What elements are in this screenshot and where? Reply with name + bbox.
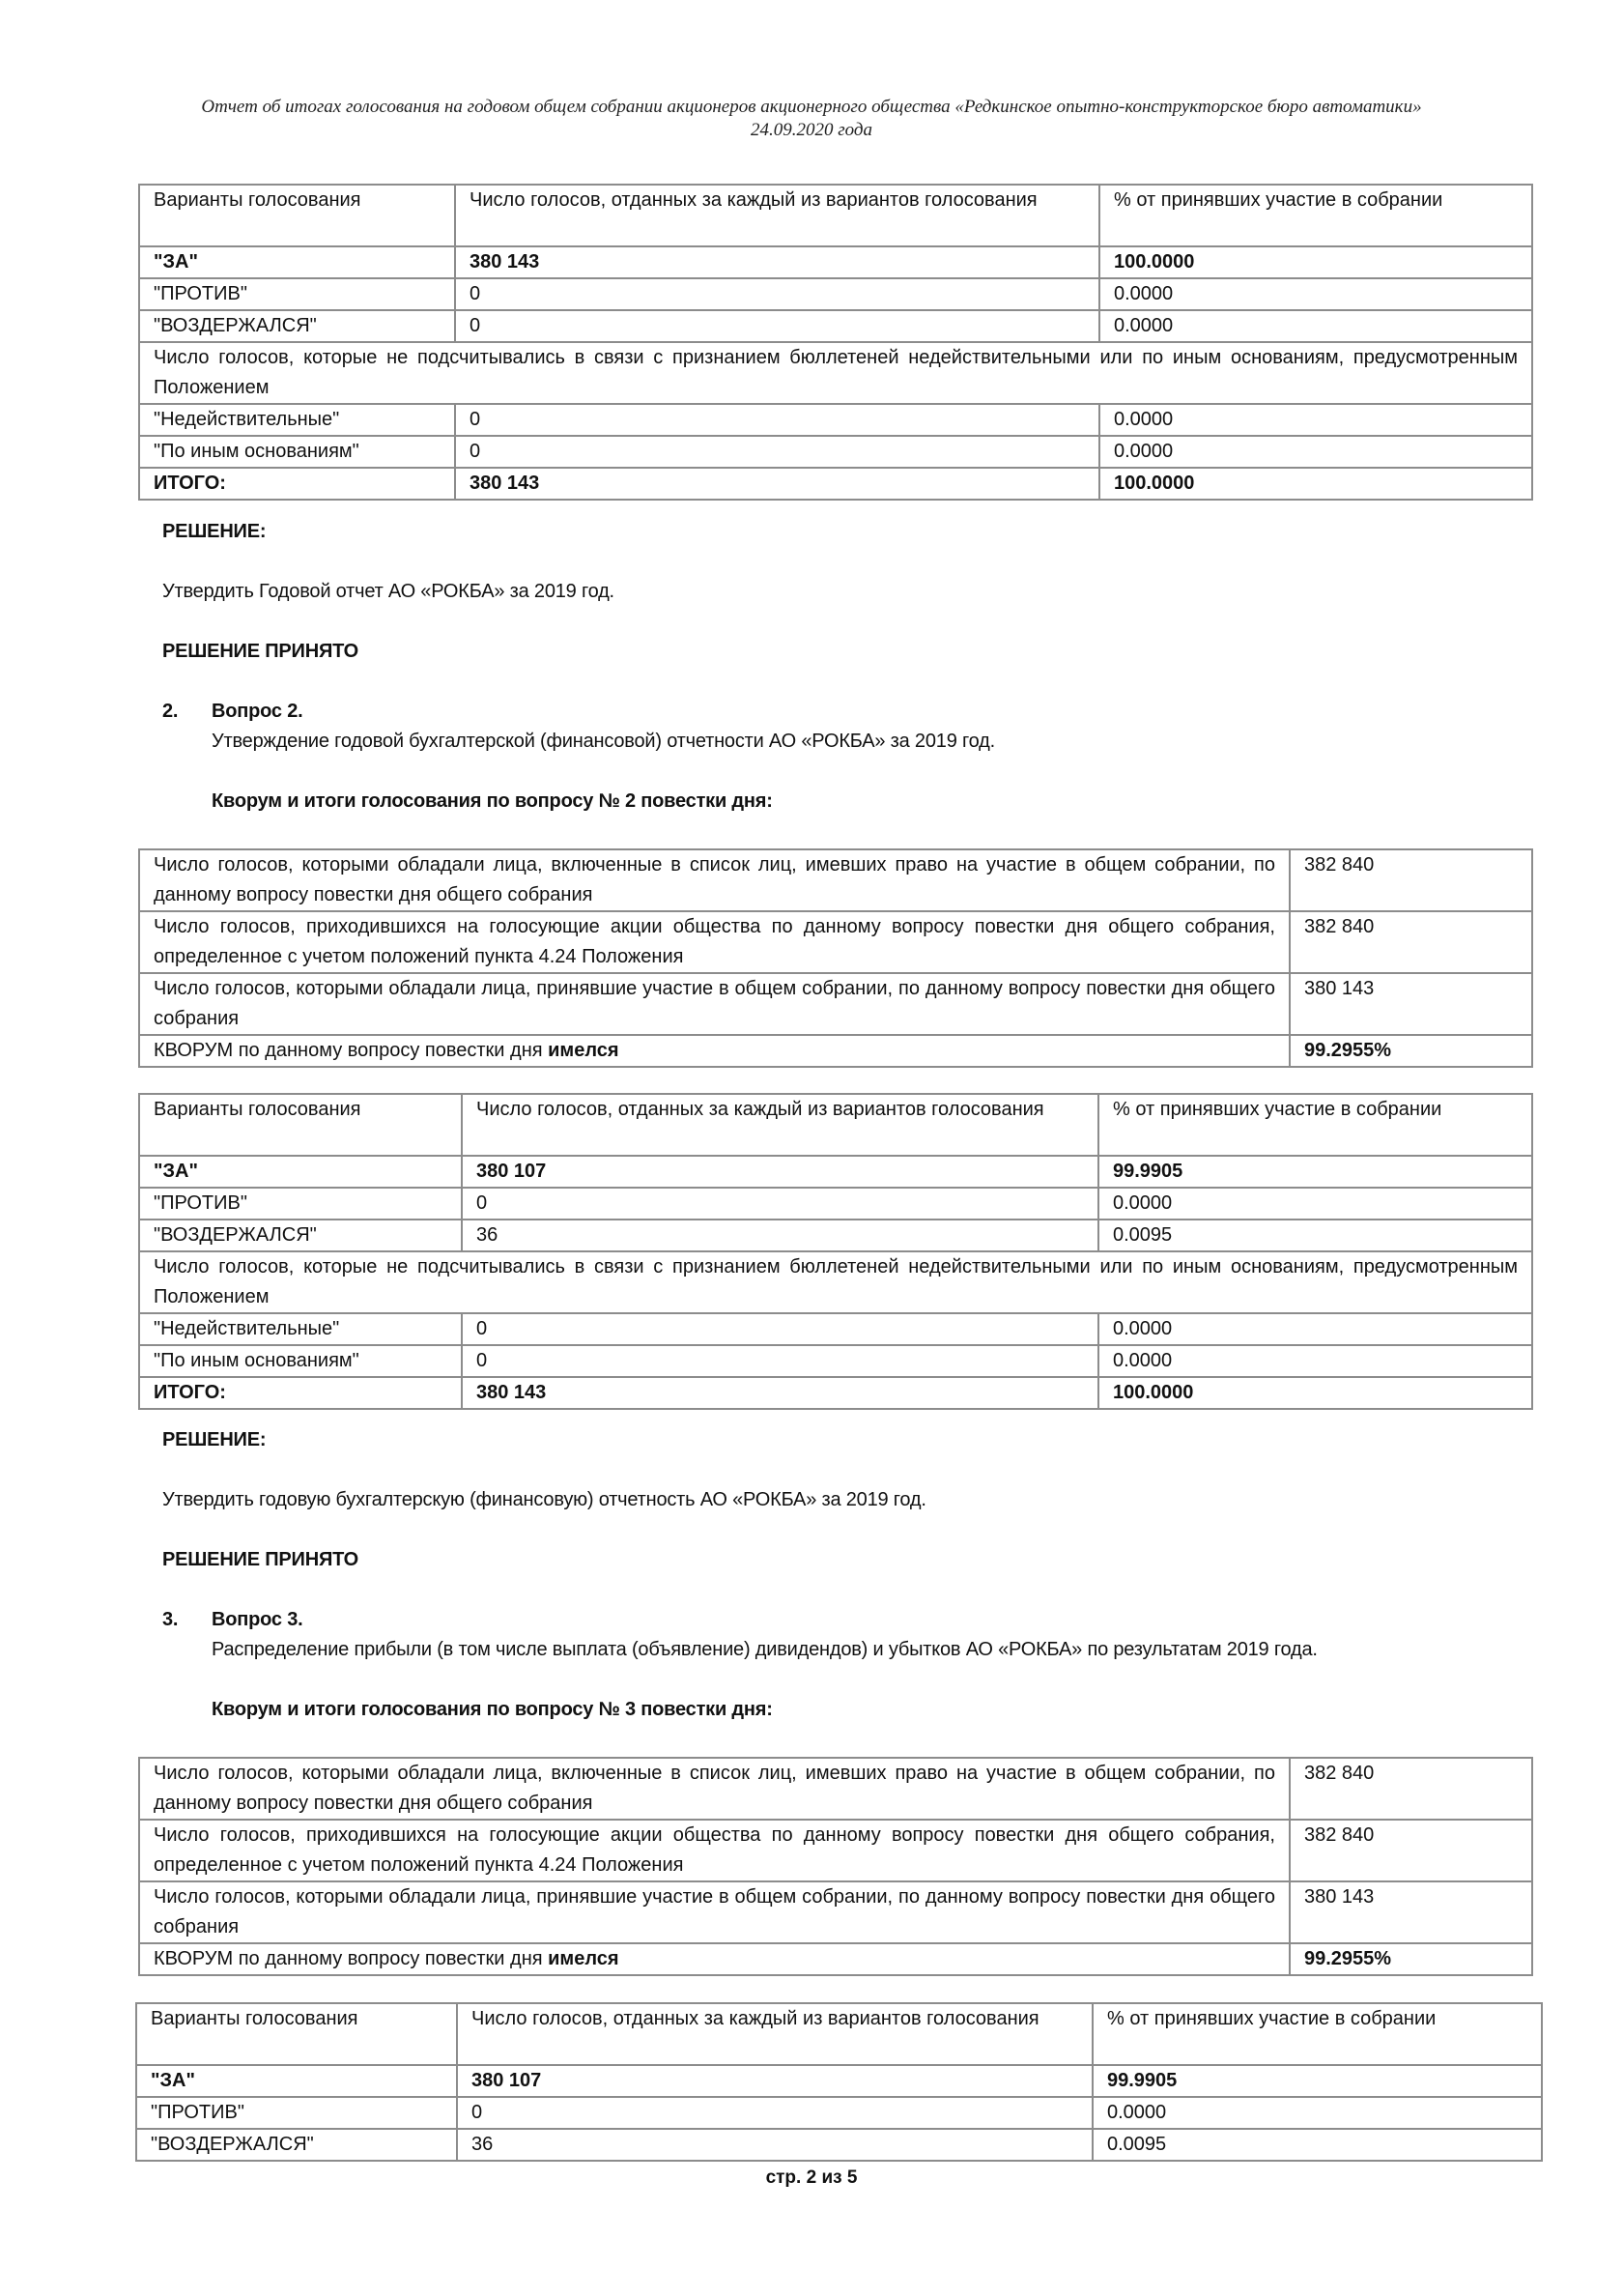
table-row-total <box>139 468 1532 500</box>
decision-text: Утвердить Годовой отчет АО «РОКБА» за 2019 год. <box>162 581 614 602</box>
table-row <box>139 911 1532 973</box>
table-row <box>139 1188 1532 1220</box>
row-label: "ПРОТИВ" <box>139 1188 462 1220</box>
quorum-value: 382 840 <box>1290 1820 1532 1881</box>
quorum-label <box>139 1035 1290 1067</box>
not-counted-note: Число голосов, которые не подсчитывались в связи с признанием бюллетеней недействительными или по иным основаниям, предусмотренным Положением <box>139 1251 1532 1313</box>
quorum-value: 382 840 <box>1290 849 1532 911</box>
vote-percent: 100.0000 <box>1099 246 1532 278</box>
quorum-percent: 99.2955% <box>1290 1035 1532 1067</box>
quorum-value: 380 143 <box>1290 1881 1532 1943</box>
quorum-status: имелся <box>548 1948 619 1969</box>
vote-count: 36 <box>462 1220 1098 1251</box>
decision-text: Утвердить годовую бухгалтерскую (финансовую) отчетность АО «РОКБА» за 2019 год. <box>162 1489 926 1510</box>
table-row <box>139 1345 1532 1377</box>
quorum-value: 382 840 <box>1290 911 1532 973</box>
quorum-label: Число голосов, которыми обладали лица, принявшие участие в общем собрании, по данному вопросу повестки дня общего собрания <box>139 1881 1290 1943</box>
vote-count: 0 <box>455 404 1099 436</box>
quorum-status: имелся <box>548 1040 619 1061</box>
vote-percent: 0.0095 <box>1098 1220 1532 1251</box>
header-cell: % от принявших участие в собрании <box>1093 2003 1542 2065</box>
header-cell: Варианты голосования <box>139 1094 462 1156</box>
vote-percent: 99.9905 <box>1098 1156 1532 1188</box>
quorum-value: 380 143 <box>1290 973 1532 1035</box>
table-row <box>139 1251 1532 1313</box>
header-cell: % от принявших участие в собрании <box>1098 1094 1532 1156</box>
quorum-label <box>139 1943 1290 1975</box>
table-row <box>139 1156 1532 1188</box>
row-label: "Недействительные" <box>139 404 455 436</box>
vote-count: 380 143 <box>455 468 1099 500</box>
row-label: "ЗА" <box>136 2065 457 2097</box>
vote-table-q2 <box>138 1093 1533 1410</box>
question-number: 3. <box>162 1609 179 1630</box>
question-description: Утверждение годовой бухгалтерской (финансовой) отчетности АО «РОКБА» за 2019 год. <box>212 731 995 752</box>
table-row-quorum <box>139 1943 1532 1975</box>
quorum-prefix: КВОРУМ по данному вопросу повестки дня <box>154 1948 549 1969</box>
document-header-title: Отчет об итогах голосования на годовом общем собрании акционеров акционерного общества «Редкинское опытно-конструкторское бюро автоматики» <box>201 97 1422 117</box>
row-label: "ЗА" <box>139 246 455 278</box>
table-row <box>136 2097 1542 2129</box>
page-number: стр. 2 из 5 <box>765 2167 858 2188</box>
vote-percent: 0.0000 <box>1098 1345 1532 1377</box>
quorum-table-q3 <box>138 1757 1533 1976</box>
table-header-row <box>139 185 1532 246</box>
row-label: "ВОЗДЕРЖАЛСЯ" <box>136 2129 457 2161</box>
table-row <box>139 1758 1532 1820</box>
row-label: "ПРОТИВ" <box>136 2097 457 2129</box>
vote-count: 0 <box>455 278 1099 310</box>
quorum-percent: 99.2955% <box>1290 1943 1532 1975</box>
vote-table-q3 <box>135 2002 1543 2162</box>
vote-percent: 0.0000 <box>1098 1188 1532 1220</box>
question-title: Вопрос 2. <box>212 701 303 722</box>
row-label: "ВОЗДЕРЖАЛСЯ" <box>139 1220 462 1251</box>
header-cell: % от принявших участие в собрании <box>1099 185 1532 246</box>
vote-percent: 100.0000 <box>1099 468 1532 500</box>
vote-percent: 0.0095 <box>1093 2129 1542 2161</box>
row-label: "ЗА" <box>139 1156 462 1188</box>
vote-percent: 0.0000 <box>1098 1313 1532 1345</box>
table-row <box>136 2129 1542 2161</box>
table-row <box>139 1220 1532 1251</box>
table-row <box>139 1820 1532 1881</box>
vote-count: 0 <box>457 2097 1093 2129</box>
vote-count: 0 <box>462 1313 1098 1345</box>
header-cell: Число голосов, отданных за каждый из вариантов голосования <box>455 185 1099 246</box>
quorum-label: Число голосов, которыми обладали лица, включенные в список лиц, имевших право на участие в общем собрании, по данному вопросу повестки дня общего собрания <box>139 1758 1290 1820</box>
row-label: "По иным основаниям" <box>139 1345 462 1377</box>
vote-count: 0 <box>455 310 1099 342</box>
table-header-row <box>136 2003 1542 2065</box>
row-label: "ПРОТИВ" <box>139 278 455 310</box>
vote-count: 380 107 <box>462 1156 1098 1188</box>
table-row <box>139 1881 1532 1943</box>
quorum-heading: Кворум и итоги голосования по вопросу № 3 повестки дня: <box>212 1699 773 1720</box>
row-label: ИТОГО: <box>139 1377 462 1409</box>
table-row <box>139 1313 1532 1345</box>
row-label: "Недействительные" <box>139 1313 462 1345</box>
vote-count: 0 <box>455 436 1099 468</box>
vote-percent: 100.0000 <box>1098 1377 1532 1409</box>
vote-count: 380 107 <box>457 2065 1093 2097</box>
question-description: Распределение прибыли (в том числе выплата (объявление) дивидендов) и убытков АО «РОКБА» по результатам 2019 года. <box>212 1639 1318 1660</box>
decision-accepted: РЕШЕНИЕ ПРИНЯТО <box>162 1549 359 1570</box>
table-row <box>139 849 1532 911</box>
question-number: 2. <box>162 701 179 722</box>
quorum-label: Число голосов, приходившихся на голосующие акции общества по данному вопросу повестки дня общего собрания, определенное с учетом положений пункта 4.24 Положения <box>139 911 1290 973</box>
quorum-heading: Кворум и итоги голосования по вопросу № 2 повестки дня: <box>212 790 773 812</box>
row-label: "По иным основаниям" <box>139 436 455 468</box>
vote-percent: 0.0000 <box>1099 404 1532 436</box>
row-label: "ВОЗДЕРЖАЛСЯ" <box>139 310 455 342</box>
vote-percent: 0.0000 <box>1099 436 1532 468</box>
table-row <box>139 973 1532 1035</box>
table-row-quorum <box>139 1035 1532 1067</box>
table-row <box>139 436 1532 468</box>
quorum-table-q2 <box>138 848 1533 1068</box>
vote-count: 380 143 <box>455 246 1099 278</box>
quorum-label: Число голосов, которыми обладали лица, включенные в список лиц, имевших право на участие в общем собрании, по данному вопросу повестки дня общего собрания <box>139 849 1290 911</box>
vote-percent: 99.9905 <box>1093 2065 1542 2097</box>
vote-count: 0 <box>462 1345 1098 1377</box>
header-cell: Варианты голосования <box>139 185 455 246</box>
table-row <box>139 342 1532 404</box>
question-title: Вопрос 3. <box>212 1609 303 1630</box>
vote-count: 0 <box>462 1188 1098 1220</box>
table-header-row <box>139 1094 1532 1156</box>
table-row <box>139 310 1532 342</box>
table-row <box>139 278 1532 310</box>
vote-percent: 0.0000 <box>1093 2097 1542 2129</box>
quorum-label: Число голосов, приходившихся на голосующие акции общества по данному вопросу повестки дня общего собрания, определенное с учетом положений пункта 4.24 Положения <box>139 1820 1290 1881</box>
header-cell: Варианты голосования <box>136 2003 457 2065</box>
row-label: ИТОГО: <box>139 468 455 500</box>
quorum-prefix: КВОРУМ по данному вопросу повестки дня <box>154 1040 549 1061</box>
vote-table-q1 <box>138 184 1533 501</box>
not-counted-note: Число голосов, которые не подсчитывались в связи с признанием бюллетеней недействительными или по иным основаниям, предусмотренным Положением <box>139 342 1532 404</box>
header-cell: Число голосов, отданных за каждый из вариантов голосования <box>457 2003 1093 2065</box>
quorum-label: Число голосов, которыми обладали лица, принявшие участие в общем собрании, по данному вопросу повестки дня общего собрания <box>139 973 1290 1035</box>
document-header-date: 24.09.2020 года <box>750 120 873 140</box>
table-row-total <box>139 1377 1532 1409</box>
quorum-value: 382 840 <box>1290 1758 1532 1820</box>
table-row <box>136 2065 1542 2097</box>
table-row <box>139 404 1532 436</box>
vote-count: 380 143 <box>462 1377 1098 1409</box>
vote-percent: 0.0000 <box>1099 310 1532 342</box>
decision-accepted: РЕШЕНИЕ ПРИНЯТО <box>162 641 359 662</box>
vote-count: 36 <box>457 2129 1093 2161</box>
decision-heading: РЕШЕНИЕ: <box>162 1429 267 1450</box>
table-row <box>139 246 1532 278</box>
vote-percent: 0.0000 <box>1099 278 1532 310</box>
header-cell: Число голосов, отданных за каждый из вариантов голосования <box>462 1094 1098 1156</box>
decision-heading: РЕШЕНИЕ: <box>162 521 267 542</box>
